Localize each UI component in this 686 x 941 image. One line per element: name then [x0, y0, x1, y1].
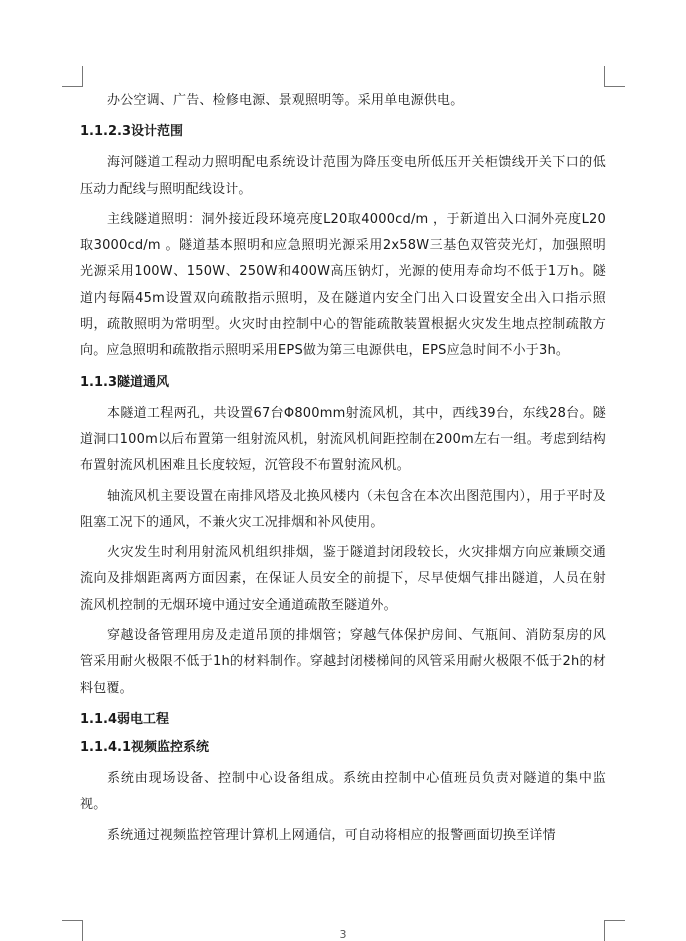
paragraph-video-management: 系统通过视频监控管理计算机上网通信，可自动将相应的报警画面切换至详情 — [107, 827, 556, 843]
paragraph-jet-fans: 本隧道工程两孔，共设置67台Φ800mm射流风机，其中，西线39台，东线28台。隧道洞口100m以后布置第一组射流风机，射流风机间距控制在200m左右一组。考虑到结构布置射流风机困难且长度较短，沉管段不布置射流风机。 — [80, 405, 606, 474]
paragraph-axial-fans: 轴流风机主要设置在南排风塔及北换风楼内（未包含在本次出图范围内），用于平时及阻塞工况下的通风，不兼火灾工况排烟和补风使用。 — [80, 488, 606, 530]
paragraph-fire-smoke: 火灾发生时利用射流风机组织排烟，鉴于隧道封闭段较长，火灾排烟方向应兼顾交通流向及排烟距离两方面因素，在保证人员安全的前提下，尽早使烟气排出隧道，人员在射流风机控制的无烟环境中通过安全通道疏散至隧道外。 — [80, 545, 606, 613]
page-number: 3 — [339, 928, 347, 941]
paragraph-power-supply: 办公空调、广告、检修电源、景观照明等。采用单电源供电。 — [107, 93, 464, 108]
paragraph-tunnel-lighting: 主线隧道照明：洞外接近段环境亮度L20取4000cd/m ，于新道出入口洞外亮度L20取3000cd/m 。隧道基本照明和应急照明光源采用2x58W三基色双管荧光灯，加强照明光源采用100W、150W、250W和400W高压钠灯，光源的使用寿命均不低于1万h。隧道内每隔45m设置双向疏散指示照明，及在隧道内安全门出入口设置安全出入口指示照明，疏散照明为常明型。火灾时由控制中心的智能疏散装置根据火灾发生地点控制疏散方向。应急照明和疏散指示照明采用EPS做为第三电源供电，EPS应急时间不小于3h。 — [80, 211, 606, 359]
heading-video-surveillance: 1.1.4.1视频监控系统 — [80, 739, 209, 755]
document-body — [80, 88, 606, 849]
paragraph-design-scope: 海河隧道工程动力照明配电系统设计范围为降压变电所低压开关柜馈线开关下口的低压动力配线与照明配线设计。 — [80, 155, 606, 197]
heading-tunnel-ventilation: 1.1.3隧道通风 — [80, 374, 170, 390]
crop-mark-top-right — [604, 66, 625, 87]
paragraph-smoke-ducts: 穿越设备管理用房及走道吊顶的排烟管；穿越气体保护房间、气瓶间、消防泵房的风管采用耐火极限不低于1h的材料制作。穿越封闭楼梯间的风管采用耐火极限不低于2h的材料包覆。 — [80, 628, 606, 696]
crop-mark-top-left — [62, 66, 83, 87]
paragraph-system-composition: 系统由现场设备、控制中心设备组成。系统由控制中心值班员负责对隧道的集中监视。 — [80, 770, 606, 813]
heading-design-scope: 1.1.2.3设计范围 — [80, 124, 183, 140]
heading-weak-current: 1.1.4弱电工程 — [80, 711, 170, 727]
